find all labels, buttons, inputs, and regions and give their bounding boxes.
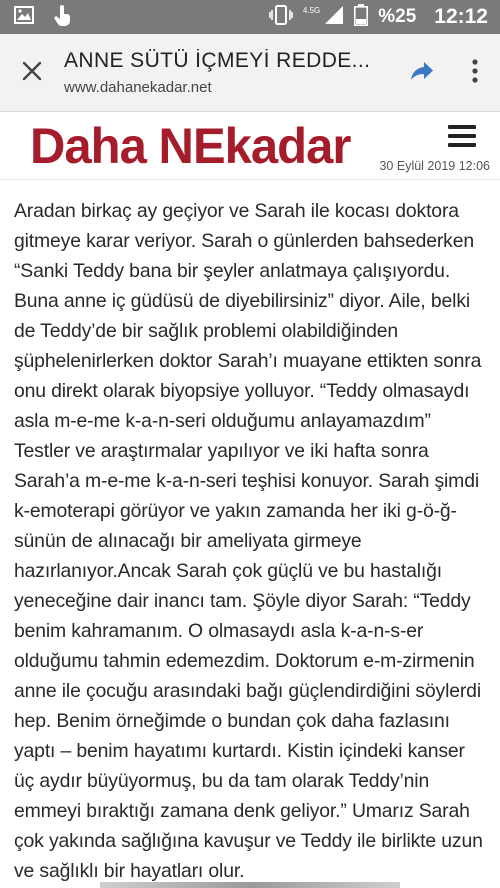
- close-button[interactable]: [0, 34, 64, 112]
- touch-icon: [52, 4, 72, 30]
- close-icon: [22, 61, 42, 85]
- more-vert-icon: [471, 59, 479, 87]
- page-url: www.dahanekadar.net: [64, 79, 212, 96]
- share-icon: [410, 61, 434, 85]
- browser-toolbar: [0, 34, 500, 112]
- battery-icon: [354, 4, 368, 31]
- clock: 12:12: [434, 5, 488, 28]
- status-bar: [0, 0, 500, 34]
- vibrate-icon: [269, 5, 293, 30]
- article-text: Aradan birkaç ay geçiyor ve Sarah ile kocası doktora gitmeye karar veriyor. Sarah o günlerden bahsederken “Sanki Teddy bana bir şeyler anlatmaya çalışıyordu. Buna anne iç güdüsü de diyebilirsiniz” diyor. Aile, belki de Teddy’de bir sağlık problemi olabildiğinden şüphelenirlerken doktor Sarah’ı muayane ettikten sonra onu direkt olarak biyopsiye yolluyor. “Teddy olmasaydı asla m-e-me k-a-n-seri olduğumu anlayamazdım” Testler ve araştırmalar yapılıyor ve iki hafta sonra Sarah’a m-e-me k-a-n-seri teşhisi konuyor. Sarah şimdi k-emoterapi görüyor ve yakın zamanda her iki g-ö-ğ-sünün de alınacağı bir ameliyata girmeye hazırlanıyor.Ancak Sarah çok güçlü ve bu hastalığı yeneceğine dair inancı tam. Şöyle diyor Sarah: “Teddy benim kahramanım. O olmasaydı asla k-a-n-s-er olduğumu tahmin edemezdim. Doktorum e-m-zirmenin anne ile çocuğu arasındaki bağı güçlendirdiğini söylerdi hep. Benim örneğimde o bundan çok daha fazlasını yaptı – benim hayatımı kurtardı. Kistin içindeki kanser üç aydır büyüyormuş, bu da tam olarak Teddy’nin emmeyi bıraktığı zamana denk geliyor.” Umarız Sarah çok yakında sağlığına kavuşur ve Teddy ile birlikte uzun ve sağlıklı bir hayatları olur.: [14, 200, 483, 882]
- toolbar-title-block[interactable]: [64, 49, 394, 96]
- signal-icon: [324, 5, 344, 30]
- status-left-icons: [14, 4, 72, 30]
- image-icon: [14, 6, 34, 28]
- site-header: [0, 113, 500, 180]
- post-date: 30 Eylül 2019 12:06: [379, 159, 490, 173]
- page-title: ANNE SÜTÜ İÇMEYİ REDDE...: [64, 49, 371, 72]
- hamburger-menu-icon[interactable]: [448, 125, 476, 147]
- share-button[interactable]: [394, 34, 450, 112]
- battery-percent: %25: [378, 6, 417, 27]
- status-right-icons: [269, 4, 488, 31]
- bottom-image-edge: [100, 882, 400, 888]
- more-options-button[interactable]: [450, 34, 500, 112]
- site-logo[interactable]: Daha NEkadar: [30, 118, 351, 174]
- network-label: 4.5G: [302, 5, 321, 15]
